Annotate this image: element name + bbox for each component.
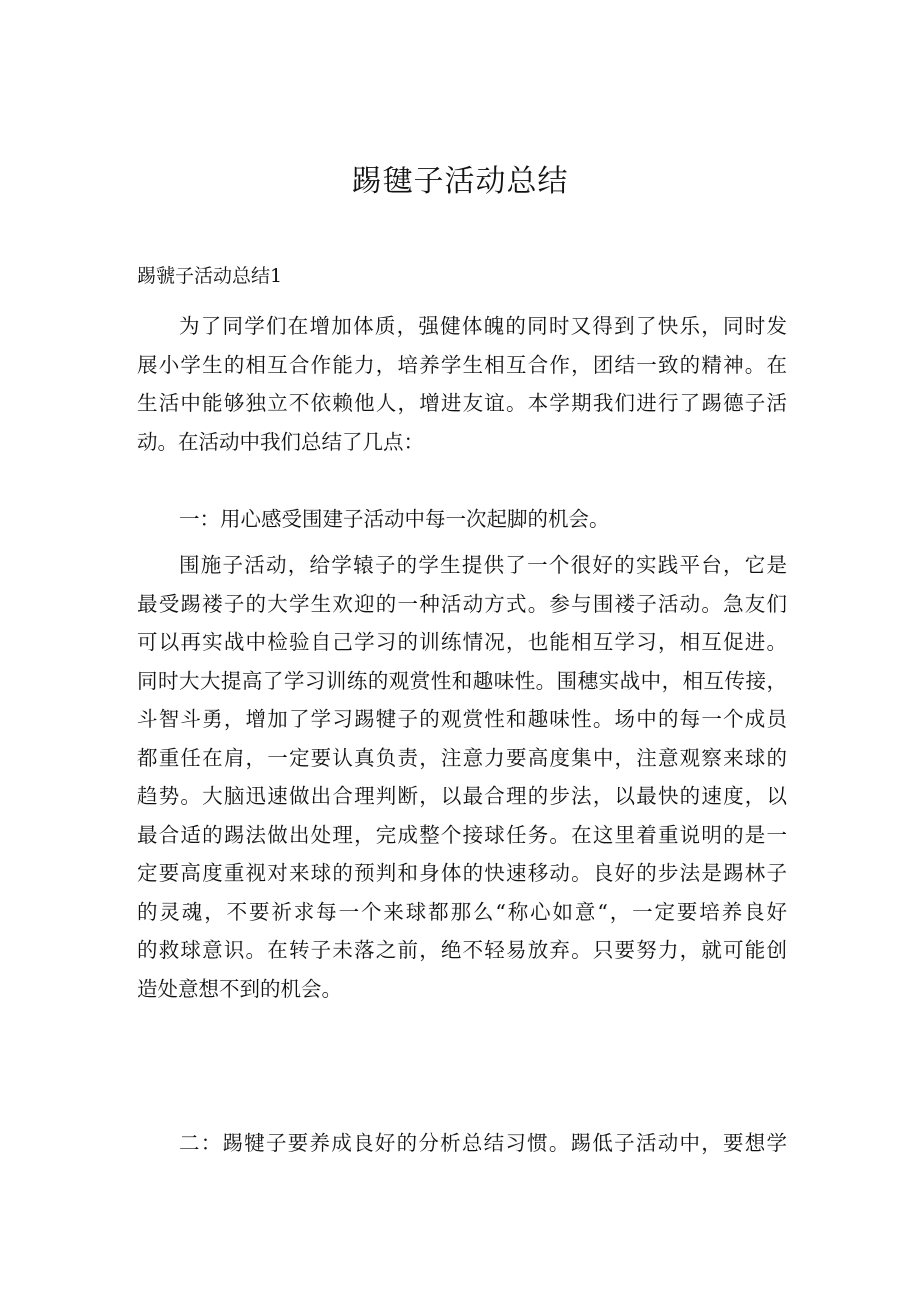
text-line: 斗智斗勇，增加了学习踢犍子的观赏性和趣味性。场中的每一个成员: [137, 707, 787, 731]
text-line: 同时大大提高了学习训练的观赏性和趣味性。围穗实战中，相互传接，: [137, 668, 787, 693]
section-heading: 踢虢子活动总结1: [137, 265, 283, 287]
text-line: 动。在活动中我们总结了几点：: [137, 429, 424, 454]
text-line: 趋势。大脑迅速做出合理判断，以最合理的步法，以最快的速度，以: [137, 784, 787, 808]
text-line: 展小学生的相互合作能力，培养学生相互合作，团结一致的精神。在: [137, 352, 787, 377]
text-line: 都重任在肩，一定要认真负责，注意力要高度集中，注意观察来球的: [137, 745, 787, 770]
text-line: 生活中能够独立不依赖他人，增进友谊。本学期我们进行了踢德子活: [137, 391, 787, 415]
text-line: 的救球意识。在转子未落之前，绝不轻易放弃。只要努力，就可能创: [137, 938, 787, 962]
paragraph-point-two: [137, 1124, 787, 1163]
text-line: 可以再实战中检验自己学习的训练情况，也能相互学习，相互促进。: [137, 630, 787, 654]
text-line: 造处意想不到的机会。: [137, 976, 342, 1001]
paragraph-intro: [137, 307, 787, 461]
text-line: 的灵魂，不要祈求每一个来球都那么“称心如意“，一定要培养良好: [137, 899, 787, 924]
text-line: 一：用心感受围建子活动中每一次起脚的机会。: [179, 507, 610, 531]
text-line: 二：踢犍子要养成良好的分析总结习惯。踢低子活动中，要想学: [179, 1131, 787, 1155]
text-line: 围施子活动，给学辕子的学生提供了一个很好的实践平台，它是: [179, 553, 787, 577]
text-line: 最合适的踢法做出处理，完成整个接球任务。在这里着重说明的是一: [137, 822, 787, 847]
text-line: 定要高度重视对来球的预判和身体的快速移动。良好的步法是踢林子: [137, 861, 787, 885]
document-title: 踢毽子活动总结: [351, 164, 569, 199]
text-line: 最受踢褛子的大学生欢迎的一种活动方式。参与围褛子活动。急友们: [137, 591, 787, 616]
text-line: 为了同学们在增加体质，强健体魄的同时又得到了快乐，同时发: [179, 314, 787, 338]
paragraph-point-one-detail: [137, 546, 787, 1008]
paragraph-point-one: [137, 500, 787, 539]
